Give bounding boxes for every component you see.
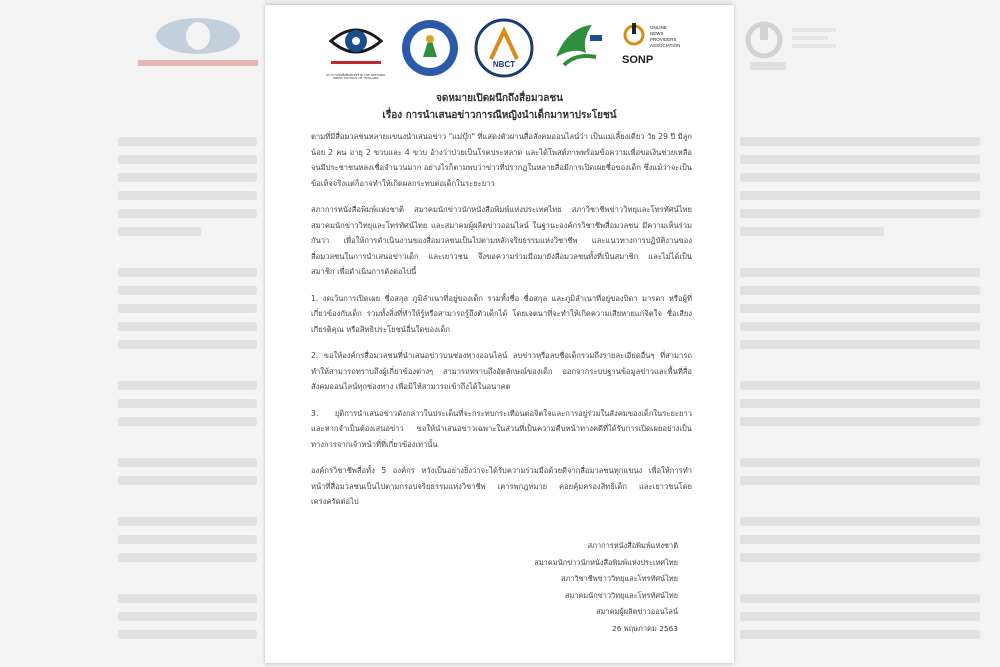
nbct-logo-text: NBCT bbox=[492, 60, 515, 69]
paragraph-item-3: 3. ยุติการนำเสนอข่าวดังกล่าวในประเด็นที่จะกระทบกระเทือนต่อจิตใจและการอยู่ร่วมในสังคมของเด็กในระยะยาว และหากจำเป็นต้องเสนอข่าว ขอให้นำเสนอข่าวเฉพาะในส่วนที่เป็นความคืบหน้าทางคดีที่ได้รับการเปิดเผยอย่างเป็นทางการจากเจ้าหน้าที่ที่เกี่ยวข้องเท่านั้น bbox=[311, 408, 692, 449]
background-left-blur bbox=[0, 0, 265, 667]
press-council-logo-icon bbox=[325, 17, 387, 79]
signatory-block bbox=[534, 538, 678, 637]
sonp-logo-icon bbox=[620, 17, 694, 79]
signatory-4: สมาคมนักข่าววิทยุและโทรทัศน์ไทย bbox=[564, 590, 678, 600]
paragraph-intro: ตามที่มีสื่อมวลชนหลายแขนงนำเสนอข่าว "แม่บุ๊ก" ที่แสดงตัวผ่านสื่อสังคมออนไลน์ว่า เป็นแม่เลี้ยงเดี่ยว วัย 29 ปี มีลูกน้อย 2 คน อายุ 2 ขวบและ 4 ขวบ อ้างว่าป่วยเป็นโรคประหลาด และได้โพสต์ภาพพร้อมข้อความเพื่อขอเงินช่วยเหลือ จนมีประชาชนหลงเชื่อจำนวนมาก อย่างไรก็ตามพบว่าข่าวที่ปรากฏในหลายสื่อมีการเปิดเผยชื่อของเด็ก ซึ่งแม้ว่าจะเป็นข้อเท็จจริงแต่ก็อาจทำให้เกิดผลกระทบต่อเด็กในระยะยาว bbox=[311, 132, 692, 188]
sonp-association-text: ASSOCIATION bbox=[650, 43, 681, 48]
paragraph-closing: องค์กรวิชาชีพสื่อทั้ง 5 องค์กร หวังเป็นอย่างยิ่งว่าจะได้รับความร่วมมือด้วยดีจากสื่อมวลชนทุกแขนง เพื่อให้การทำหน้าที่สื่อมวลชนเป็นไปตามกรอบจริยธรรมแห่งวิชาชีพ เคารพกฎหมาย คอยคุ้มครองสิทธิเด็ก และเยาวชนโดยเคร่งครัดต่อไป bbox=[311, 466, 692, 506]
paragraph-item-2: 2. ขอให้องค์กรสื่อมวลชนที่นำเสนอข่าวบนช่องทางออนไลน์ ลบข่าวหรือลบชื่อเด็กรวมถึงรายละเอียดอื่นๆ ที่สามารถทำให้สามารถทราบถึงผู้เกี่ยวข้องต่างๆ สามารถทราบถึงอัตลักษณ์ของเด็ก ออกจากระบบฐานข้อมูลข่าวและพื้นที่สื่อสังคมออนไลน์ทุกช่องทาง เพื่อมิให้สามารถเข้าถึงได้ในอนาคต bbox=[311, 351, 692, 391]
paragraph-item-1: 1. งดเว้นการเปิดเผย ชื่อสกุล ภูมิลำเนาที่อยู่ของเด็ก รวมทั้งชื่อ ชื่อสกุล และภูมิลำเนาที่อยู่ของบิดา มารดา หรือผู้ที่เกี่ยวข้องกับเด็ก รวมทั้งสิ่งที่ทำให้รู้หรือสามารถรู้ถึงตัวเด็กได้ โดยเจตนาที่จะทำให้เกิดความเสียหายแก่จิตใจ ชื่อเสียงเกียรติคุณ หรือสิทธิประโยชน์อื่นใดของเด็ก bbox=[311, 293, 692, 334]
sonp-providers-text: PROVIDERS bbox=[650, 37, 677, 42]
letter-title: จดหมายเปิดผนึกถึงสื่อมวลชน bbox=[435, 93, 564, 104]
letter-page bbox=[265, 5, 734, 663]
sonp-logo-text: SONP bbox=[622, 54, 654, 66]
tja-logo-icon bbox=[546, 17, 608, 79]
sonp-news-text: NEWS bbox=[650, 31, 664, 36]
sonp-online-text: ONLINE bbox=[650, 25, 667, 30]
press-council-caption: สภาการหนังสือพิมพ์แห่งชาติ THE NATIONAL PRESS COUNCIL OF THAILAND bbox=[326, 73, 386, 81]
signatory-1: สภาการหนังสือพิมพ์แห่งชาติ bbox=[587, 541, 678, 550]
letter-subject: เรื่อง การนำเสนอข่าวการณีหญิงนำเด็กมาหาประโยชน์ bbox=[382, 110, 617, 121]
sonp-ghost-icon bbox=[740, 14, 860, 74]
signatory-3: สภาวิชาชีพข่าววิทยุและโทรทัศน์ไทย bbox=[560, 574, 678, 583]
nbct-logo-icon bbox=[473, 17, 535, 79]
journalists-association-logo-icon bbox=[399, 17, 461, 79]
background-left-text bbox=[118, 128, 257, 648]
letter-date: 26 พฤษภาคม 2563 bbox=[612, 623, 678, 633]
signatory-2: สมาคมนักข่าวนักหนังสือพิมพ์แห่งประเทศไทย bbox=[534, 557, 678, 567]
letter-body bbox=[311, 129, 692, 521]
logo-row bbox=[325, 17, 694, 81]
background-right-text bbox=[740, 128, 980, 648]
paragraph-statement: สภาการหนังสือพิมพ์แห่งชาติ สมาคมนักข่าวนักหนังสือพิมพ์แห่งประเทศไทย สภาวิชาชีพข่าววิทยุและโทรทัศน์ไทย สมาคมนักข่าววิทยุและโทรทัศน์ไทย และสมาคมผู้ผลิตข่าวออนไลน์ ในฐานะองค์กรวิชาชีพสื่อมวลชน มีความเห็นร่วมกันว่า เพื่อให้การดำเนินงานของสื่อมวลชนเป็นไปตามหลักจริยธรรมแห่งวิชาชีพ และแนวทางการปฏิบัติงานของสื่อมวลชนในการนำเสนอข่าวเด็ก และเยาวชน จึงขอความร่วมมือมายังสื่อมวลชนทั้งที่เป็นสมาชิก และไม่ได้เป็นสมาชิก เพื่อดำเนินการดังต่อไปนี้ bbox=[311, 205, 692, 276]
press-council-ghost-icon bbox=[128, 14, 265, 74]
signatory-5: สมาคมผู้ผลิตข่าวออนไลน์ bbox=[596, 607, 678, 616]
background-right-blur bbox=[732, 0, 1000, 667]
